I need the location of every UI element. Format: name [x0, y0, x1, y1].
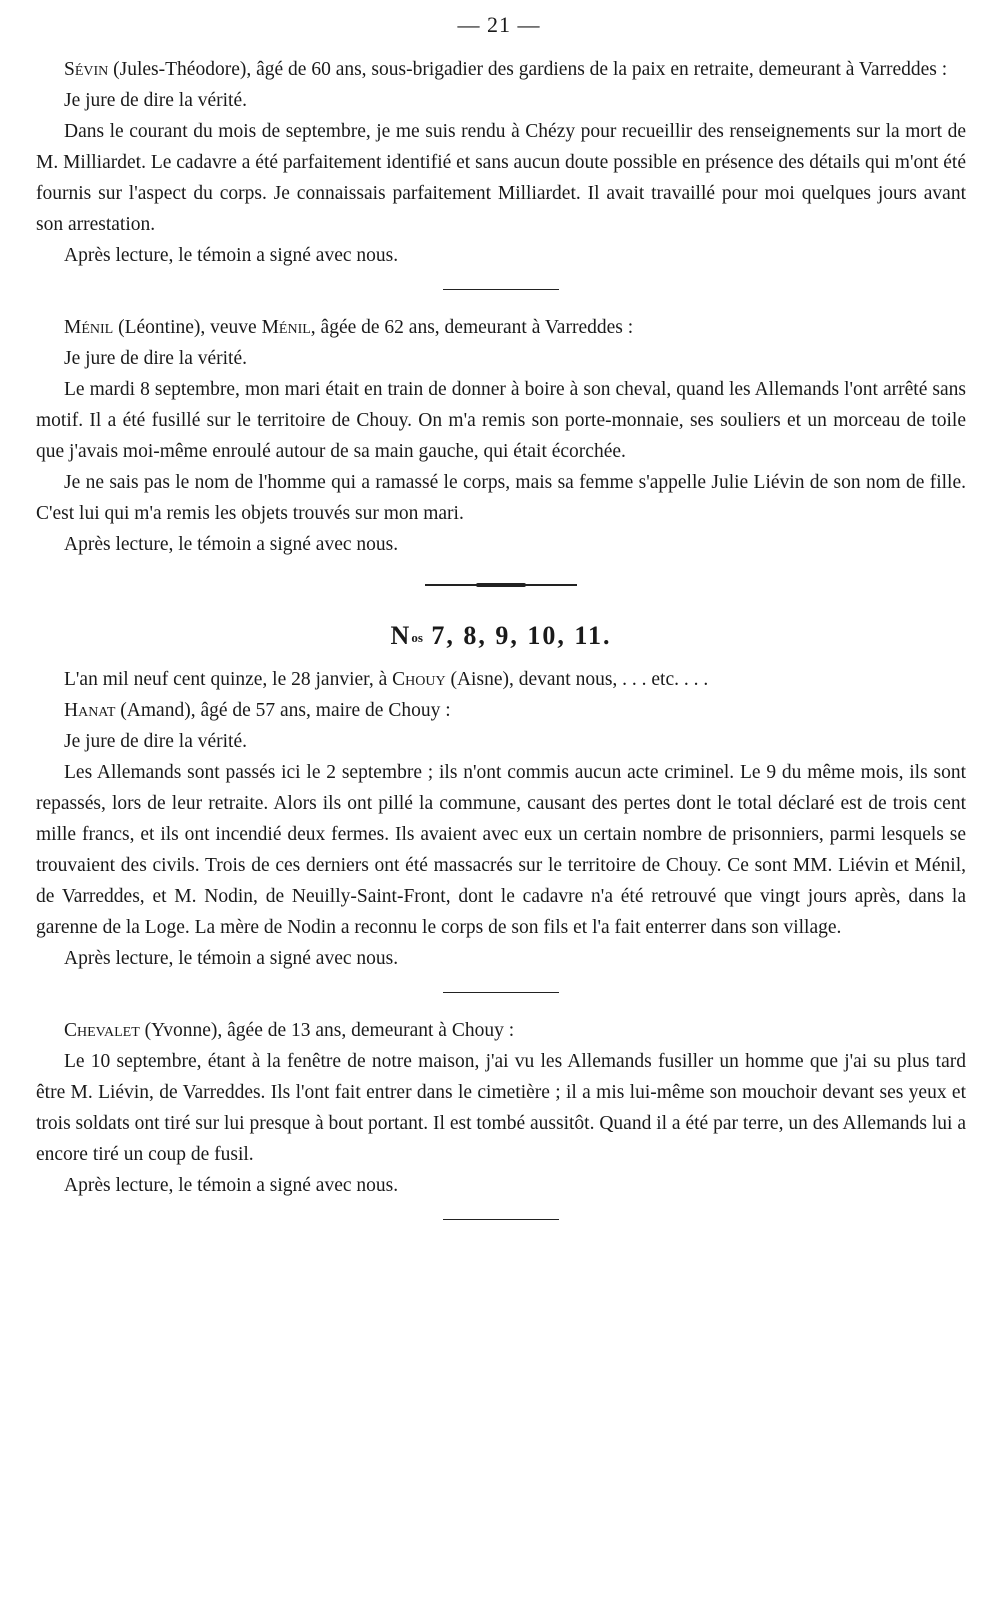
- oath-line: Je jure de dire la vérité.: [64, 731, 247, 752]
- witness-intro: [36, 1015, 966, 1046]
- witness-details: (Amand), âgé de 57 ans, maire de Chouy :: [120, 700, 451, 721]
- testimony-paragraph: Le mardi 8 septembre, mon mari était en train de donner à boire à son cheval, quand les Allemands l'ont arrêté sans motif. Il a été fusillé sur le territoire de Chouy. On m'a remis son porte-monnaie, ses souliers et un morceau de toile que j'avais moi-même enroulé autour de sa main gauche, qui était écorchée.: [36, 379, 966, 462]
- separator-rule: [443, 289, 559, 290]
- witness-details-b: , âgée de 62 ans, demeurant à Varreddes :: [310, 317, 634, 338]
- oath-line: Je jure de dire la vérité.: [64, 90, 247, 111]
- witness-intro: [36, 695, 966, 726]
- witness-details: (Yvonne), âgée de 13 ans, demeurant à Chouy :: [144, 1020, 515, 1041]
- witness-name: Chevalet: [64, 1020, 140, 1041]
- witness-details-a: (Léontine), veuve: [118, 317, 257, 338]
- closing-line: Après lecture, le témoin a signé avec nous.: [64, 534, 399, 555]
- testimony-paragraph: Les Allemands sont passés ici le 2 septembre ; ils n'ont commis aucun acte criminel. Le 9 du même mois, ils sont repassés, lors de leur retraite. Alors ils ont pillé la commune, causant des pertes dont le total déclaré est de trois cent mille francs, et ils ont incendié deux fermes. Ils avaient avec eux un certain nombre de prisonniers, parmi lesquels se trouvaient des civils. Trois de ces derniers ont été massacrés sur le territoire de Chouy. Ce sont MM. Liévin et Ménil, de Varreddes, et M. Nodin, de Neuilly-Saint-Front, dont le cadavre n'a été retrouvé que vingt jours après, dans la garenne de la Loge. La mère de Nodin a reconnu le corps de son fils et l'a fait enterrer dans son village.: [36, 762, 966, 938]
- separator-rule: [443, 1219, 559, 1220]
- closing-line: Après lecture, le témoin a signé avec nous.: [64, 245, 399, 266]
- testimony-paragraph: Je ne sais pas le nom de l'homme qui a ramassé le corps, mais sa femme s'appelle Julie Liévin de son nom de fille. C'est lui qui m'a remis les objets trouvés sur mon mari.: [36, 472, 966, 524]
- witness-name: Hanat: [64, 700, 116, 721]
- witness-name: Sévin: [64, 59, 109, 80]
- place-name: Chouy: [392, 669, 446, 690]
- page-number: — 21 —: [457, 12, 541, 37]
- testimony-hanat: [36, 695, 966, 974]
- testimony-paragraph: Le 10 septembre, étant à la fenêtre de notre maison, j'ai vu les Allemands fusiller un homme que j'ai su plus tard être M. Liévin, de Varreddes. Ils l'ont fait entrer dans le cimetière ; il a mis lui-même son mouchoir devant ses yeux et trois soldats ont tiré sur lui presque à bout portant. Il est tombé aussitôt. Quand il a été par terre, un des Allemands lui a encore tiré un coup de fusil.: [36, 1051, 966, 1165]
- testimony-paragraph: Dans le courant du mois de septembre, je me suis rendu à Chézy pour recueillir des renseignements sur la mort de M. Milliardet. Le cadavre a été parfaitement identifié et sans aucun doute possible en présence des détails qui m'ont été fournis sur l'aspect du corps. Je connaissais parfaitement Milliardet. Il avait travaillé pour moi quelques jours avant son arrestation.: [36, 121, 966, 235]
- closing-line: Après lecture, le témoin a signé avec nous.: [64, 948, 399, 969]
- witness-intro: [36, 54, 966, 85]
- separator-rule: [443, 992, 559, 993]
- section-heading: $N^{os}$ 7, 8, 9, 10, 11.: [390, 621, 612, 650]
- witness-name-b: Ménil: [261, 317, 311, 338]
- oath-line: Je jure de dire la vérité.: [64, 348, 247, 369]
- testimony-chevalet: [36, 1015, 966, 1201]
- witness-intro: [36, 312, 966, 343]
- section-preamble: L'an mil neuf cent quinze, le 28 janvier, à Chouy (Aisne), devant nous, . . . etc. . . .: [64, 669, 709, 690]
- page-content: [36, 54, 966, 1242]
- witness-name: Ménil: [64, 317, 114, 338]
- section-separator: [425, 584, 577, 586]
- testimony-sevin: [36, 54, 966, 271]
- witness-details: (Jules-Théodore), âgé de 60 ans, sous-brigadier des gardiens de la paix en retraite, demeurant à Varreddes :: [113, 59, 948, 80]
- closing-line: Après lecture, le témoin a signé avec nous.: [64, 1175, 399, 1196]
- testimony-menil: [36, 312, 966, 560]
